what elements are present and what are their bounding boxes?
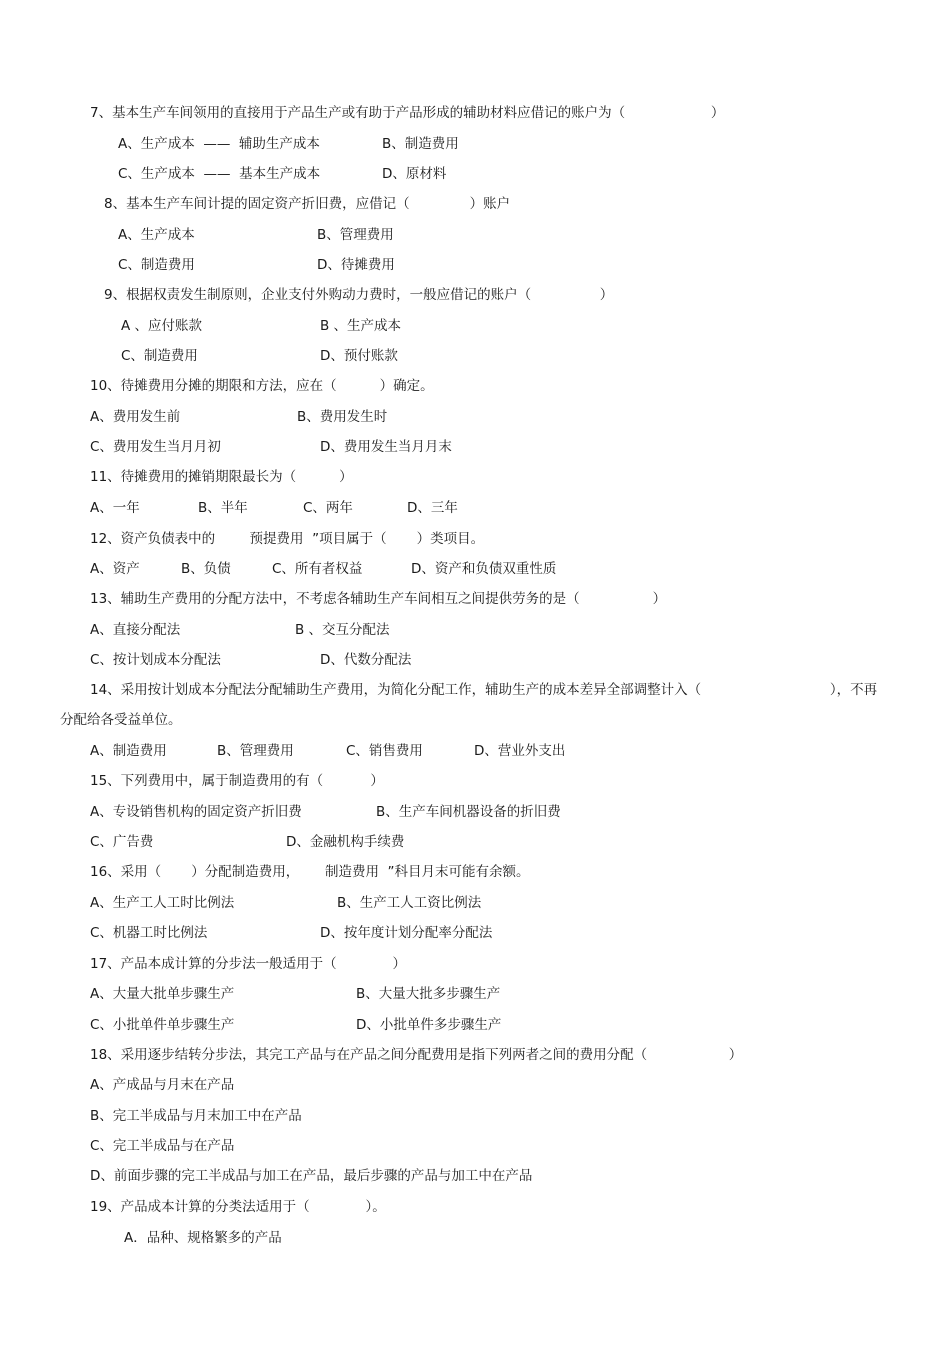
option-17c: C、小批单件单步骤生产	[90, 1017, 235, 1033]
question-17: 17、产品本成计算的分步法一般适用于（ ）	[90, 956, 406, 972]
option-14a: A、制造费用	[90, 743, 167, 759]
option-11a: A、一年	[90, 500, 140, 516]
option-10b: B、费用发生时	[297, 409, 388, 425]
option-11c: C、两年	[303, 500, 353, 516]
option-16d: D、按年度计划分配率分配法	[320, 925, 493, 941]
option-10c: C、费用发生当月月初	[90, 439, 221, 455]
option-18d: D、前面步骤的完工半成品与加工在产品，最后步骤的产品与加工中在产品	[90, 1168, 533, 1184]
option-14c: C、销售费用	[346, 743, 423, 759]
option-12a: A、资产	[90, 561, 140, 577]
option-15d: D、金融机构手续费	[286, 834, 405, 850]
option-8c: C、制造费用	[118, 257, 195, 273]
option-7d: D、原材料	[382, 166, 447, 182]
option-7b: B、制造费用	[382, 136, 459, 152]
option-15b: B、生产车间机器设备的折旧费	[376, 804, 561, 820]
option-13a: A、直接分配法	[90, 622, 181, 638]
option-11b: B、半年	[198, 500, 248, 516]
question-18: 18、采用逐步结转分步法，其完工产品与在产品之间分配费用是指下列两者之间的费用分配（ ）	[90, 1047, 743, 1063]
option-8d: D、待摊费用	[317, 257, 395, 273]
option-17b: B、大量大批多步骤生产	[356, 986, 501, 1002]
option-16c: C、机器工时比例法	[90, 925, 208, 941]
option-11d: D、三年	[407, 500, 458, 516]
option-12d: D、资产和负债双重性质	[411, 561, 557, 577]
question-14-continued: 分配给各受益单位。	[60, 712, 182, 728]
question-11: 11、待摊费用的摊销期限最长为（ ）	[90, 469, 353, 485]
option-17d: D、小批单件多步骤生产	[356, 1017, 502, 1033]
question-12: 12、资产负债表中的 预提费用 ”项目属于（ ）类项目。	[90, 531, 485, 547]
option-15a: A、专设销售机构的固定资产折旧费	[90, 804, 302, 820]
option-13b: B 、交互分配法	[295, 622, 390, 638]
option-9a: A 、应付账款	[121, 318, 203, 334]
option-19a: A．品种、规格繁多的产品	[124, 1230, 282, 1246]
question-9: 9、根据权责发生制原则，企业支付外购动力费时，一般应借记的账户（ ）	[104, 287, 614, 303]
option-10a: A、费用发生前	[90, 409, 181, 425]
question-10: 10、待摊费用分摊的期限和方法，应在（ ）确定。	[90, 378, 434, 394]
option-14b: B、管理费用	[217, 743, 294, 759]
question-16: 16、采用（ ）分配制造费用， 制造费用 ”科目月末可能有余额。	[90, 864, 530, 880]
option-18b: B、完工半成品与月末加工中在产品	[90, 1108, 302, 1124]
option-9b: B 、生产成本	[320, 318, 402, 334]
question-14: 14、采用按计划成本分配法分配辅助生产费用，为简化分配工作，辅助生产的成本差异全部调整计入（ ），不再	[90, 682, 878, 698]
question-8: 8、基本生产车间计提的固定资产折旧费，应借记（ ）账户	[104, 196, 511, 212]
option-13d: D、代数分配法	[320, 652, 412, 668]
question-13: 13、辅助生产费用的分配方法中，不考虑各辅助生产车间相互之间提供劳务的是（ ）	[90, 591, 667, 607]
option-13c: C、按计划成本分配法	[90, 652, 221, 668]
question-19: 19、产品成本计算的分类法适用于（ ）。	[90, 1199, 386, 1215]
option-12c: C、所有者权益	[272, 561, 363, 577]
option-7a: A、生产成本 —— 辅助生产成本	[118, 136, 320, 152]
option-7c: C、生产成本 —— 基本生产成本	[118, 166, 321, 182]
option-16b: B、生产工人工资比例法	[337, 895, 482, 911]
option-8a: A、生产成本	[118, 227, 195, 243]
option-18a: A、产成品与月末在产品	[90, 1077, 235, 1093]
option-8b: B、管理费用	[317, 227, 394, 243]
option-16a: A、生产工人工时比例法	[90, 895, 235, 911]
question-7: 7、基本生产车间领用的直接用于产品生产或有助于产品形成的辅助材料应借记的账户为（ ）	[90, 105, 725, 121]
option-15c: C、广告费	[90, 834, 154, 850]
option-14d: D、营业外支出	[474, 743, 566, 759]
option-9d: D、预付账款	[320, 348, 398, 364]
option-18c: C、完工半成品与在产品	[90, 1138, 235, 1154]
question-15: 15、下列费用中，属于制造费用的有（ ）	[90, 773, 384, 789]
option-10d: D、费用发生当月月末	[320, 439, 452, 455]
option-9c: C、制造费用	[121, 348, 198, 364]
option-17a: A、大量大批单步骤生产	[90, 986, 235, 1002]
option-12b: B、负债	[181, 561, 231, 577]
